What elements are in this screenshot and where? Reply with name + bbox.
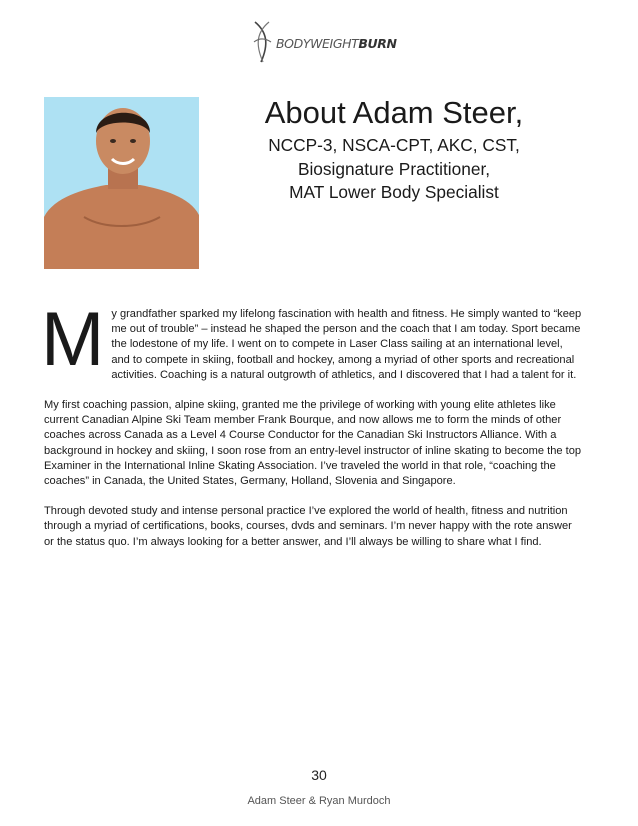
page-heading (240, 92, 548, 205)
credentials-line-2: Biosignature Practitioner, (297, 158, 491, 179)
page-number: 30 (311, 767, 327, 783)
article-body (41, 297, 584, 565)
author-photo (44, 97, 199, 269)
logo-mark-icon (249, 20, 275, 64)
paragraph-1-text: y grandfather sparked my lifelong fascination with health and fitness. He simply wanted to “keep me out of trouble” – instead he shaped the person and the coach that I am today. Sport became the lodestone of my life. I went on to compete in Laser Class sailing at an international level, and to compete in skiing, football and hockey, among a myriad of other sports and recreational activities. Coaching is a natural outgrowth of athletics, and I discovered that I had a talent for it. (111, 308, 582, 381)
logo-wordmark: BODYWEIGHTBURN (276, 35, 397, 51)
drop-cap: M (41, 297, 105, 382)
paragraph-2: My first coaching passion, alpine skiing, granted me the privilege of working with young elite athletes like current Canadian Alpine Ski Team member Frank Bourque, and now allows me to form the minds of other coaches across Canada as a Level 4 Course Conductor for the Canadian Ski Instructors Alliance. With a background in hockey and skiing, I soon rose from an entry-level instructor of inline skating to become the top Examiner in the International Inline Skating Association. I’ve traveled the world in that role, “coaching the coaches” in Canada, the United States, Germany, Holland, Slovenia and Singapore. (44, 399, 582, 488)
paragraph-3: Through devoted study and intense personal practice I’ve explored the world of health, fitness and nutrition through a myriad of certifications, books, courses, dvds and seminars. I’m never happy with the rote answer or the status quo. I’m always looking for a better answer, and I’ll always be willing to share what I find. (44, 505, 572, 548)
credentials-line-3: MAT Lower Body Specialist (289, 182, 499, 202)
author-portrait-icon (44, 97, 199, 269)
credentials-line-1: NCCP-3, NSCA-CPT, AKC, CST, (268, 135, 520, 155)
page-title: About Adam Steer, (264, 95, 524, 130)
brand-logo (249, 22, 397, 62)
paragraph-1 (41, 297, 584, 383)
page-footer: Adam Steer & Ryan Murdoch (247, 795, 391, 807)
